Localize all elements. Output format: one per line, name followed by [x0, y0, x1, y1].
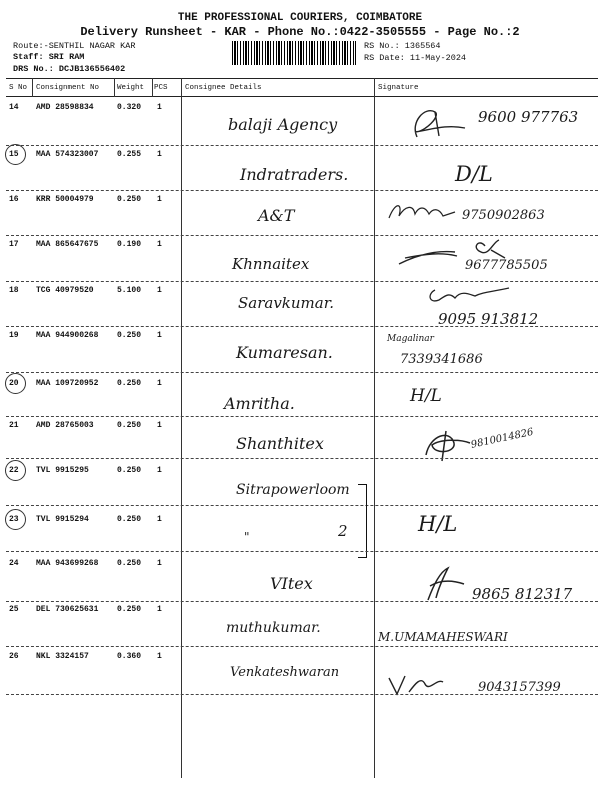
row-pcs: 1	[157, 331, 162, 340]
row-weight: 0.250	[117, 559, 142, 568]
row-consignment: AMD 28598834	[36, 103, 94, 112]
col-header-weight: Weight	[117, 84, 145, 92]
row-pcs: 1	[157, 652, 162, 661]
row-consignment: TVL 9915295	[36, 466, 89, 475]
signature-note: 9043157399	[478, 680, 561, 695]
signature-scribble	[405, 102, 475, 142]
col-divider	[114, 78, 115, 97]
row-sno: 22	[9, 466, 19, 475]
col-divider-consignee	[181, 78, 182, 778]
row-divider	[6, 694, 598, 695]
col-header-consignment: Consignment No	[36, 84, 100, 92]
drs-number: DRS No.: DCJB136556402	[13, 64, 126, 74]
row-sno: 23	[9, 515, 19, 524]
row-consignee: Amritha.	[224, 394, 295, 413]
row-divider	[6, 145, 598, 146]
row-divider	[6, 646, 598, 647]
signature-note: D/L	[455, 162, 493, 186]
row-divider	[6, 601, 598, 602]
row-weight: 0.250	[117, 605, 142, 614]
row-consignee: Khnnaitex	[232, 255, 310, 273]
bracket-count: 2	[338, 522, 348, 540]
row-sno: 18	[9, 286, 19, 295]
signature-note: H/L	[418, 512, 458, 536]
row-weight: 0.250	[117, 515, 142, 524]
row-pcs: 1	[157, 605, 162, 614]
row-pcs: 1	[157, 240, 162, 249]
header-bottom-rule	[6, 96, 598, 97]
signature-note: M.UMAMAHESWARI	[378, 630, 508, 644]
row-consignee: Saravkumar.	[238, 294, 335, 312]
row-sno: 20	[9, 379, 19, 388]
row-consignment: MAA 944900268	[36, 331, 99, 340]
row-pcs: 1	[157, 466, 162, 475]
signature-scribble	[425, 284, 515, 308]
row-divider	[6, 416, 598, 417]
row-consignment: MAA 574323007	[36, 150, 99, 159]
signature-scribble	[420, 564, 470, 604]
row-consignment: DEL 730625631	[36, 605, 99, 614]
row-weight: 0.250	[117, 195, 142, 204]
row-sno: 14	[9, 103, 19, 112]
row-consignment: MAA 865647675	[36, 240, 99, 249]
col-header-signature: Signature	[378, 84, 419, 92]
row-consignment: KRR 50004979	[36, 195, 94, 204]
row-pcs: 1	[157, 103, 162, 112]
col-divider	[32, 78, 33, 97]
row-consignee: balaji Agency	[228, 115, 338, 134]
row-divider	[6, 326, 598, 327]
row-sno: 15	[9, 150, 19, 159]
runsheet-title: Delivery Runsheet - KAR - Phone No.:0422-3505555 - Page No.:2	[80, 25, 520, 39]
row-weight: 0.190	[117, 240, 142, 249]
row-consignee: Kumaresan.	[236, 343, 333, 362]
col-divider	[152, 78, 153, 97]
bracket-mark	[358, 484, 367, 558]
row-consignee: "	[244, 530, 250, 544]
row-divider	[6, 372, 598, 373]
signature-note: 9600 977763	[478, 108, 579, 126]
row-sno: 17	[9, 240, 19, 249]
row-consignment: MAA 943699268	[36, 559, 99, 568]
row-sno: 19	[9, 331, 19, 340]
col-divider-signature	[374, 78, 375, 778]
row-weight: 0.360	[117, 652, 142, 661]
row-pcs: 1	[157, 150, 162, 159]
row-weight: 0.250	[117, 379, 142, 388]
row-weight: 5.100	[117, 286, 142, 295]
table-top-rule	[6, 78, 598, 79]
row-weight: 0.250	[117, 466, 142, 475]
route-label: Route:-SENTHIL NAGAR KAR	[13, 41, 136, 51]
signature-note: H/L	[410, 386, 442, 406]
row-pcs: 1	[157, 379, 162, 388]
rs-date: RS Date: 11-May-2024	[364, 53, 467, 63]
col-header-sno: S No	[9, 84, 28, 92]
row-sno: 24	[9, 559, 19, 568]
company-title: THE PROFESSIONAL COURIERS, COIMBATORE	[177, 12, 423, 24]
signer-name: Magalinar	[387, 334, 434, 344]
row-weight: 0.255	[117, 150, 142, 159]
row-pcs: 1	[157, 515, 162, 524]
row-consignee: VItex	[270, 574, 313, 593]
signature-note: 9677785505	[465, 258, 548, 273]
row-pcs: 1	[157, 195, 162, 204]
barcode	[232, 41, 356, 65]
row-divider	[6, 281, 598, 282]
staff-label: Staff: SRI RAM	[13, 52, 85, 62]
row-divider	[6, 505, 598, 506]
row-sno: 25	[9, 605, 19, 614]
row-pcs: 1	[157, 559, 162, 568]
row-consignee: Sitrapowerloom	[236, 482, 350, 498]
row-divider	[6, 190, 598, 191]
row-weight: 0.320	[117, 103, 142, 112]
row-divider	[6, 458, 598, 459]
row-consignment: NKL 3324157	[36, 652, 89, 661]
row-consignment: TCG 40979520	[36, 286, 94, 295]
row-pcs: 1	[157, 421, 162, 430]
row-sno: 16	[9, 195, 19, 204]
row-pcs: 1	[157, 286, 162, 295]
signature-note: 7339341686	[400, 352, 483, 367]
row-consignment: TVL 9915294	[36, 515, 89, 524]
row-consignee: A&T	[258, 206, 295, 225]
row-consignee: Indratraders.	[240, 165, 349, 184]
signature-note: 9865 812317	[472, 585, 573, 603]
row-weight: 0.250	[117, 421, 142, 430]
row-weight: 0.250	[117, 331, 142, 340]
signature-note: 9810014826	[470, 426, 535, 451]
rs-number: RS No.: 1365564	[364, 41, 441, 51]
signature-note: 9095 913812	[438, 310, 539, 328]
signature-scribble	[385, 198, 460, 226]
row-consignee: Shanthitex	[236, 434, 324, 453]
signature-note: 9750902863	[462, 208, 545, 223]
row-divider	[6, 551, 598, 552]
row-sno: 26	[9, 652, 19, 661]
row-sno: 21	[9, 421, 19, 430]
row-consignment: MAA 109720952	[36, 379, 99, 388]
row-consignee: Venkateshwaran	[230, 665, 340, 680]
col-header-consignee: Consignee Details	[185, 84, 262, 92]
row-consignment: AMD 28765003	[36, 421, 94, 430]
row-consignee: muthukumar.	[226, 620, 321, 636]
col-header-pcs: PCS	[154, 84, 168, 92]
